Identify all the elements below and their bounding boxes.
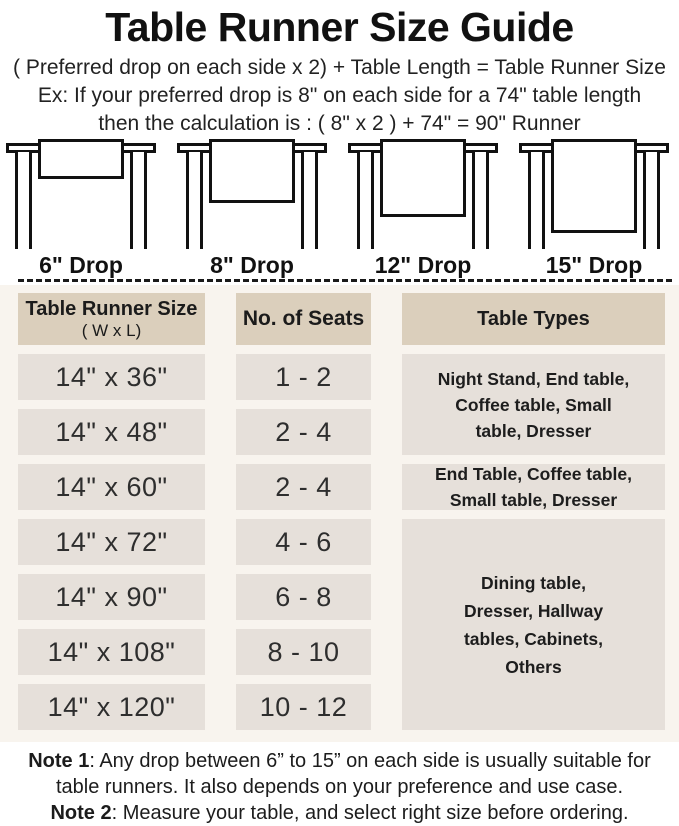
table-leg-icon bbox=[472, 152, 489, 249]
example-text: Ex: If your preferred drop is 8" on each side for a 74" table length bbox=[37, 84, 642, 107]
runner-size-cell: 14" x 72" bbox=[18, 519, 205, 565]
runner-size-cell: 14" x 108" bbox=[18, 629, 205, 675]
seats-cell: 2 - 4 bbox=[236, 464, 371, 510]
page-title: Table Runner Size Guide bbox=[105, 4, 574, 50]
note-1-text: : Any drop between 6” to 15” on each side is usually suitable for bbox=[89, 750, 651, 772]
runner-size-cell: 14" x 90" bbox=[18, 574, 205, 620]
runner-icon bbox=[209, 139, 295, 203]
runner-size-cell: 14" x 120" bbox=[18, 684, 205, 730]
seats-cell: 4 - 6 bbox=[236, 519, 371, 565]
runner-size-cell: 14" x 48" bbox=[18, 409, 205, 455]
formula-text: ( Preferred drop on each side x 2) + Table Length = Table Runner Size bbox=[13, 56, 666, 79]
note-2-label: Note 2 bbox=[50, 802, 112, 824]
table-types-group-medium: End Table, Coffee table, Small table, Dresser bbox=[402, 464, 665, 510]
header-seats: No. of Seats bbox=[236, 293, 371, 345]
note-2-text: : Measure your table, and select right size before ordering. bbox=[111, 802, 629, 824]
seats-cell: 10 - 12 bbox=[236, 684, 371, 730]
runner-icon bbox=[551, 139, 637, 233]
table-leg-icon bbox=[186, 152, 203, 249]
drop-illustrations bbox=[0, 138, 679, 278]
seats-cell: 1 - 2 bbox=[236, 354, 371, 400]
note-1-label: Note 1 bbox=[28, 750, 90, 772]
size-guide-table bbox=[0, 285, 679, 742]
table-leg-icon bbox=[643, 152, 660, 249]
table-leg-icon bbox=[15, 152, 32, 249]
calculation-text: then the calculation is : ( 8" x 2 ) + 74" = 90" Runner bbox=[98, 112, 581, 135]
dashed-divider bbox=[18, 279, 672, 282]
runner-icon bbox=[38, 139, 124, 179]
header-runner-size: Table Runner Size ( W x L) bbox=[18, 293, 205, 345]
drop-label: 15" Drop bbox=[545, 252, 643, 278]
table-leg-icon bbox=[357, 152, 374, 249]
table-types-group-large: Dining table, Dresser, Hallway tables, Cabinets, Others bbox=[402, 519, 665, 730]
notes-section bbox=[0, 742, 679, 826]
header-table-types: Table Types bbox=[402, 293, 665, 345]
table-leg-icon bbox=[130, 152, 147, 249]
note-1-line-1 bbox=[0, 748, 679, 774]
runner-size-cell: 14" x 60" bbox=[18, 464, 205, 510]
seats-cell: 6 - 8 bbox=[236, 574, 371, 620]
runner-icon bbox=[380, 139, 466, 217]
table-illustration-12-drop bbox=[348, 138, 498, 278]
drop-label: 8" Drop bbox=[210, 252, 294, 278]
seats-cell: 2 - 4 bbox=[236, 409, 371, 455]
runner-size-cell: 14" x 36" bbox=[18, 354, 205, 400]
table-illustration-8-drop bbox=[177, 138, 327, 278]
drop-label: 12" Drop bbox=[374, 252, 472, 278]
table-illustration-6-drop bbox=[6, 138, 156, 278]
table-types-group-small: Night Stand, End table, Coffee table, Small table, Dresser bbox=[402, 354, 665, 455]
table-leg-icon bbox=[528, 152, 545, 249]
seats-cell: 8 - 10 bbox=[236, 629, 371, 675]
table-leg-icon bbox=[301, 152, 318, 249]
note-1-line-2: table runners. It also depends on your preference and use case. bbox=[55, 776, 624, 798]
table-illustration-15-drop bbox=[519, 138, 669, 278]
note-2-line bbox=[0, 800, 679, 826]
drop-label: 6" Drop bbox=[39, 252, 123, 278]
